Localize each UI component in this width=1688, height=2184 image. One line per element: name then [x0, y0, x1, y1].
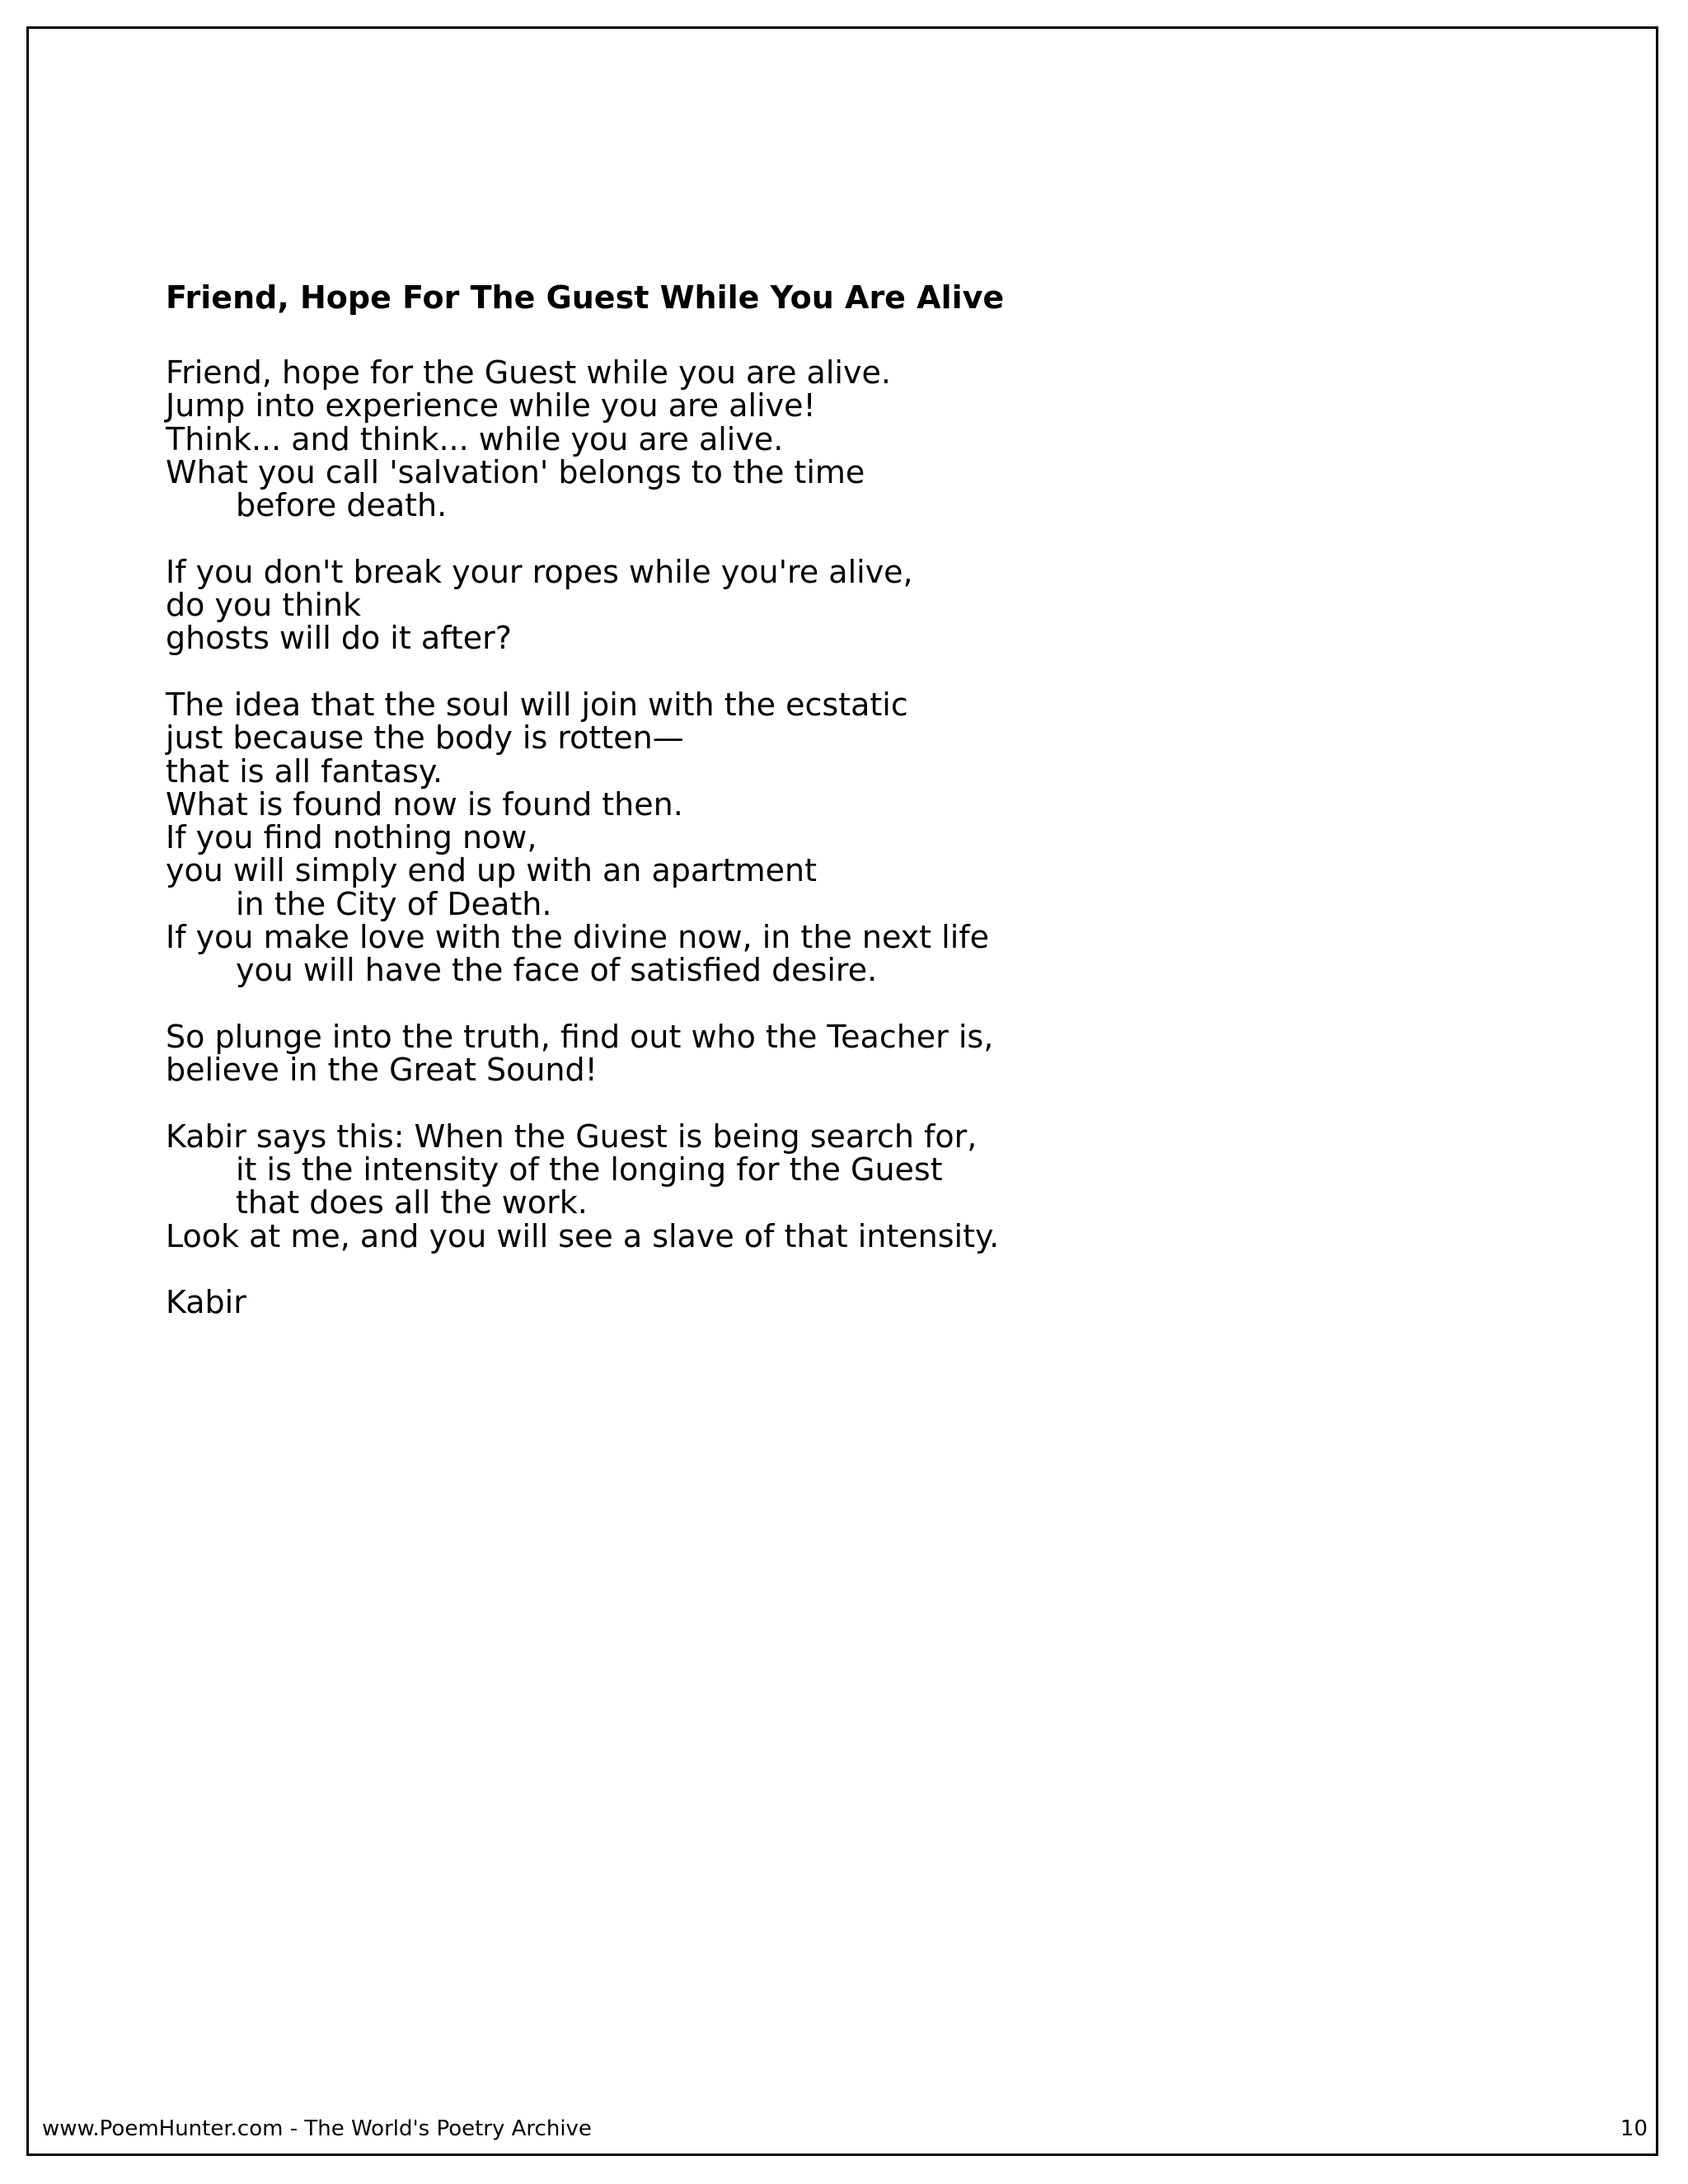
stanza-break: [166, 522, 999, 555]
poem-line: do you think: [166, 587, 361, 624]
poem-line: Think... and think... while you are alive.: [166, 420, 784, 457]
poem-line: What is found now is found then.: [166, 785, 683, 823]
poem-title: Friend, Hope For The Guest While You Are Alive: [166, 279, 1005, 316]
footer-source-link[interactable]: www.PoemHunter.com - The World's Poetry Archive: [42, 2116, 592, 2141]
poem-line: believe in the Great Sound!: [166, 1052, 598, 1089]
poem-line: you will have the face of satisfied desire.: [236, 952, 878, 989]
poem-line: it is the intensity of the longing for the Guest: [236, 1151, 943, 1188]
poem-line: If you make love with the divine now, in the next life: [166, 919, 990, 956]
poem-line: that is all fantasy.: [166, 752, 443, 790]
stanza-break: [166, 1253, 999, 1286]
poem-author: Kabir: [166, 1284, 246, 1321]
stanza-break: [166, 987, 999, 1020]
page-number: 10: [1620, 2116, 1648, 2141]
poem-line: just because the body is rotten—: [166, 719, 684, 757]
poem-line: So plunge into the truth, find out who the Teacher is,: [166, 1018, 994, 1055]
poem-line: you will simply end up with an apartment: [166, 852, 818, 889]
poem-line: in the City of Death.: [236, 885, 552, 922]
poem-line: What you call 'salvation' belongs to the time: [166, 453, 865, 490]
poem-line: ghosts will do it after?: [166, 620, 512, 657]
stanza-break: [166, 655, 999, 688]
poem-line: If you find nothing now,: [166, 819, 537, 856]
stanza-break: [166, 1087, 999, 1120]
poem-line: If you don't break your ropes while you're alive,: [166, 553, 913, 590]
poem-line: The idea that the soul will join with the ecstatic: [166, 686, 908, 723]
poem-line: Jump into experience while you are alive!: [166, 387, 816, 424]
poem-body: [166, 356, 999, 1319]
poem-line: Look at me, and you will see a slave of that intensity.: [166, 1217, 1000, 1254]
poem-line: before death.: [236, 487, 448, 524]
poem-line: Kabir says this: When the Guest is being search for,: [166, 1118, 978, 1155]
poem-line: Friend, hope for the Guest while you are alive.: [166, 354, 891, 391]
poem-line: that does all the work.: [236, 1184, 588, 1221]
